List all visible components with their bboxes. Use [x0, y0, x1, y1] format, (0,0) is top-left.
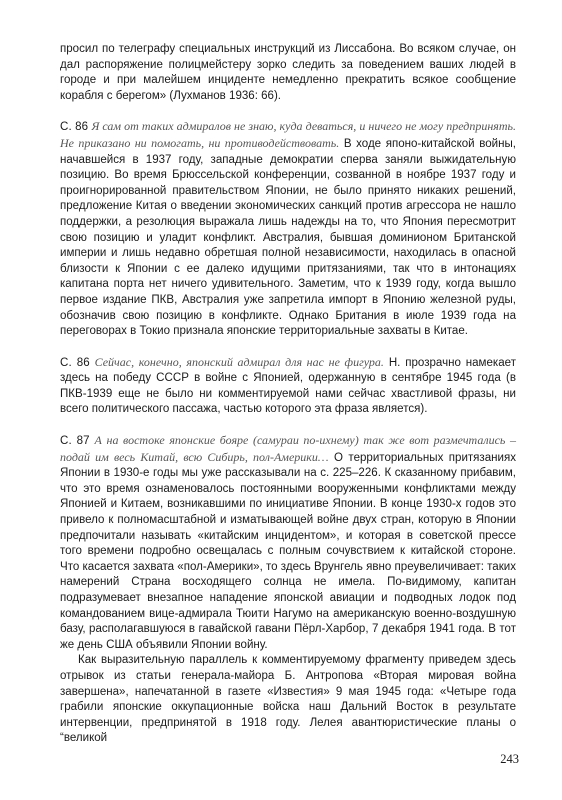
paragraph-continuation [60, 42, 516, 104]
page-reference: С. 86 [60, 121, 89, 134]
commentary-text: Н. прозрачно намекает здесь на победу СССР в войне с Японией, одержанную в сентябре 1945 года (в ПКВ-1939 еще не было ни комментируемой нами сейчас хвастливой фразы, ни всего политического пассажа, частью которого эта фраза является). [60, 356, 516, 416]
commentary-text: В ходе японо-китайской войны, начавшейся в 1937 году, западные демократии сперва заняли выжидательную позицию. Во время Брюссельской конференции, созванной в ноябре 1937 году и проигнорированной правительством Японии, не было принято никаких решений, предложение Китая о введении экономических санкций против агрессора не нашло поддержки, а резолюция выражала лишь надежды на то, что Япония пересмотрит свою позицию и уладит конфликт. Австралия, бывшая доминионом Британской империи и лишь недавно обретшая полной независимости, находилась в опасной близости к Японии с ее далеко идущими притязаниями, так что в интонациях капитана порта нет ничего удивительного. Заметим, что к 1939 году, когда вышло первое издание ПКВ, Австралия уже запретила импорт в Японию железной руды, обозначив свою позицию в конфликте. Однако Британия в июле 1939 года на переговорах в Токио признала японские территориальные захваты в Китае. [60, 137, 516, 338]
page-body [60, 42, 516, 747]
quoted-passage: А на востоке японские бояре (самураи по-ихнему) так же вот размечтались – подай им весь Китай, всю Сибирь, пол-Америки… [60, 433, 516, 464]
paragraph-indented [60, 653, 516, 747]
page-reference: С. 86 [60, 356, 90, 369]
commentary-entry [60, 355, 516, 418]
commentary-text: О территориальных притязаниях Японии в 1930-е годы мы уже рассказывали на с. 225–226. К сказанному прибавим, что это время ознаменовалось постоянными вооруженными конфликтами между Японией и Китаем, возникавшими по инициативе Японии. В конце 1930-х годов это привело к полномасштабной и изматывающей войне двух стран, которую в Японии предпочитали называть «китайским инцидентом», и которая в советской прессе того времени подробно освещалась с полным сочувствием к китайской стороне. Что касается захвата «пол-Америки», то здесь Врунгель явно преувеличивает: таких намерений Страна восходящего солнца не имела. По-видимому, капитан подразумевает внезапное нападение японской авиации и подводных лодок под командованием вице-адмирала Тюити Нагумо на американскую военно-воздушную базу, располагавшуюся в гавайской гавани Пёрл-Харбор, 7 декабря 1941 года. В тот же день США объявили Японии войну. [60, 451, 516, 651]
page-number: 243 [500, 752, 519, 766]
paragraph-text: просил по телеграфу специальных инструкций из Лиссабона. Во всяком случае, он дал распоряжение полицмейстеру зорко следить за поведением ваших людей в городе и при малейшем инциденте немедленно прекратить всякое сообщение корабля с берегом» (Лухманов 1936: 66). [60, 43, 516, 102]
paragraph-text: Как выразительную параллель к комментируемому фрагменту приведем здесь отрывок из статьи генерала-майора Б. Антропова «Вторая мировая война завершена», напечатанной в газете «Известия» 9 мая 1945 года: «Четыре года грабили японские оккупационные войска наш Дальний Восток в результате интервенции, предпринятой в 1918 году. Лелея авантюристические планы о “великой [60, 654, 516, 745]
quoted-passage: Я сам от таких адмиралов не знаю, куда деваться, и ничего не могу предпринять. Не приказано ни помогать, ни противодействовать. [60, 119, 516, 150]
page-reference: С. 87 [60, 435, 90, 448]
quoted-passage: Сейчас, конечно, японский адмирал для нас не фигура. [94, 354, 384, 369]
commentary-entry [60, 433, 516, 653]
commentary-entry [60, 119, 516, 339]
